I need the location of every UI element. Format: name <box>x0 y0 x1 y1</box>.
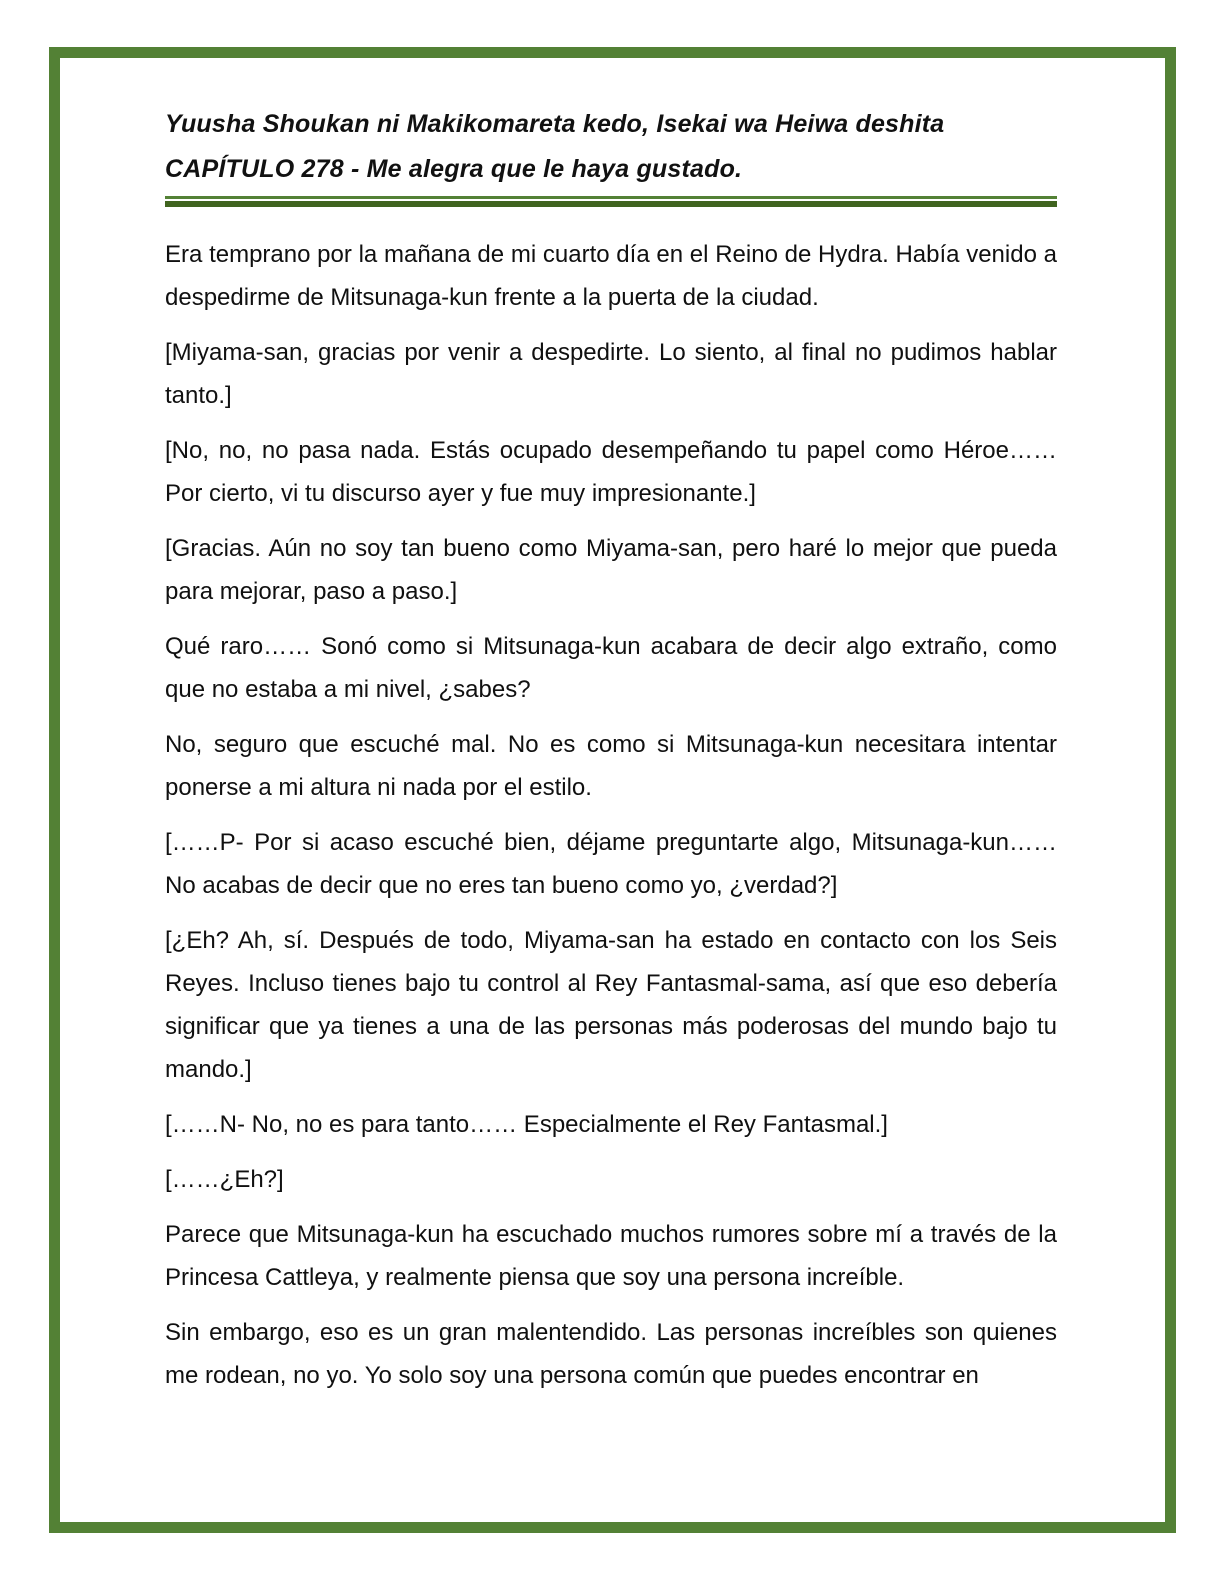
paragraph: Era temprano por la mañana de mi cuarto día en el Reino de Hydra. Había venido a despedirme de Mitsunaga-kun frente a la puerta de la ciudad. <box>165 241 1057 311</box>
divider-thin-line <box>165 196 1057 199</box>
chapter-body <box>165 233 1057 1397</box>
title-divider <box>165 196 1057 207</box>
document-header <box>165 102 1057 192</box>
paragraph: [……¿Eh?] <box>165 1166 284 1193</box>
paragraph: [Miyama-san, gracias por venir a despedirte. Lo siento, al final no pudimos hablar tanto.] <box>165 339 1057 409</box>
paragraph: Sin embargo, eso es un gran malentendido. Las personas increíbles son quienes me rodean, no yo. Yo solo soy una persona común que puedes encontrar en <box>165 1319 1057 1389</box>
paragraph: [Gracias. Aún no soy tan bueno como Miyama-san, pero haré lo mejor que pueda para mejorar, paso a paso.] <box>165 535 1057 605</box>
page-border-frame <box>49 47 1176 1533</box>
paragraph: No, seguro que escuché mal. No es como si Mitsunaga-kun necesitara intentar ponerse a mi altura ni nada por el estilo. <box>165 731 1057 801</box>
paragraph: Parece que Mitsunaga-kun ha escuchado muchos rumores sobre mí a través de la Princesa Cattleya, y realmente piensa que soy una persona increíble. <box>165 1221 1057 1291</box>
series-title: Yuusha Shoukan ni Makikomareta kedo, Isekai wa Heiwa deshita <box>165 110 945 138</box>
paragraph: [……N- No, no es para tanto…… Especialmente el Rey Fantasmal.] <box>165 1111 888 1138</box>
paragraph: [¿Eh? Ah, sí. Después de todo, Miyama-san ha estado en contacto con los Seis Reyes. Incluso tienes bajo tu control al Rey Fantasmal-sama, así que eso debería significar que ya tienes a una de las personas más poderosas del mundo bajo tu mando.] <box>165 927 1057 1083</box>
page-content <box>60 58 1165 1397</box>
chapter-heading: CAPÍTULO 278 - Me alegra que le haya gustado. <box>165 155 743 183</box>
paragraph: [No, no, no pasa nada. Estás ocupado desempeñando tu papel como Héroe…… Por cierto, vi tu discurso ayer y fue muy impresionante.] <box>165 437 1057 507</box>
paragraph: Qué raro…… Sonó como si Mitsunaga-kun acabara de decir algo extraño, como que no estaba a mi nivel, ¿sabes? <box>165 633 1057 703</box>
paragraph: [……P- Por si acaso escuché bien, déjame preguntarte algo, Mitsunaga-kun…… No acabas de decir que no eres tan bueno como yo, ¿verdad?] <box>165 829 1057 899</box>
divider-thick-line <box>165 201 1057 207</box>
